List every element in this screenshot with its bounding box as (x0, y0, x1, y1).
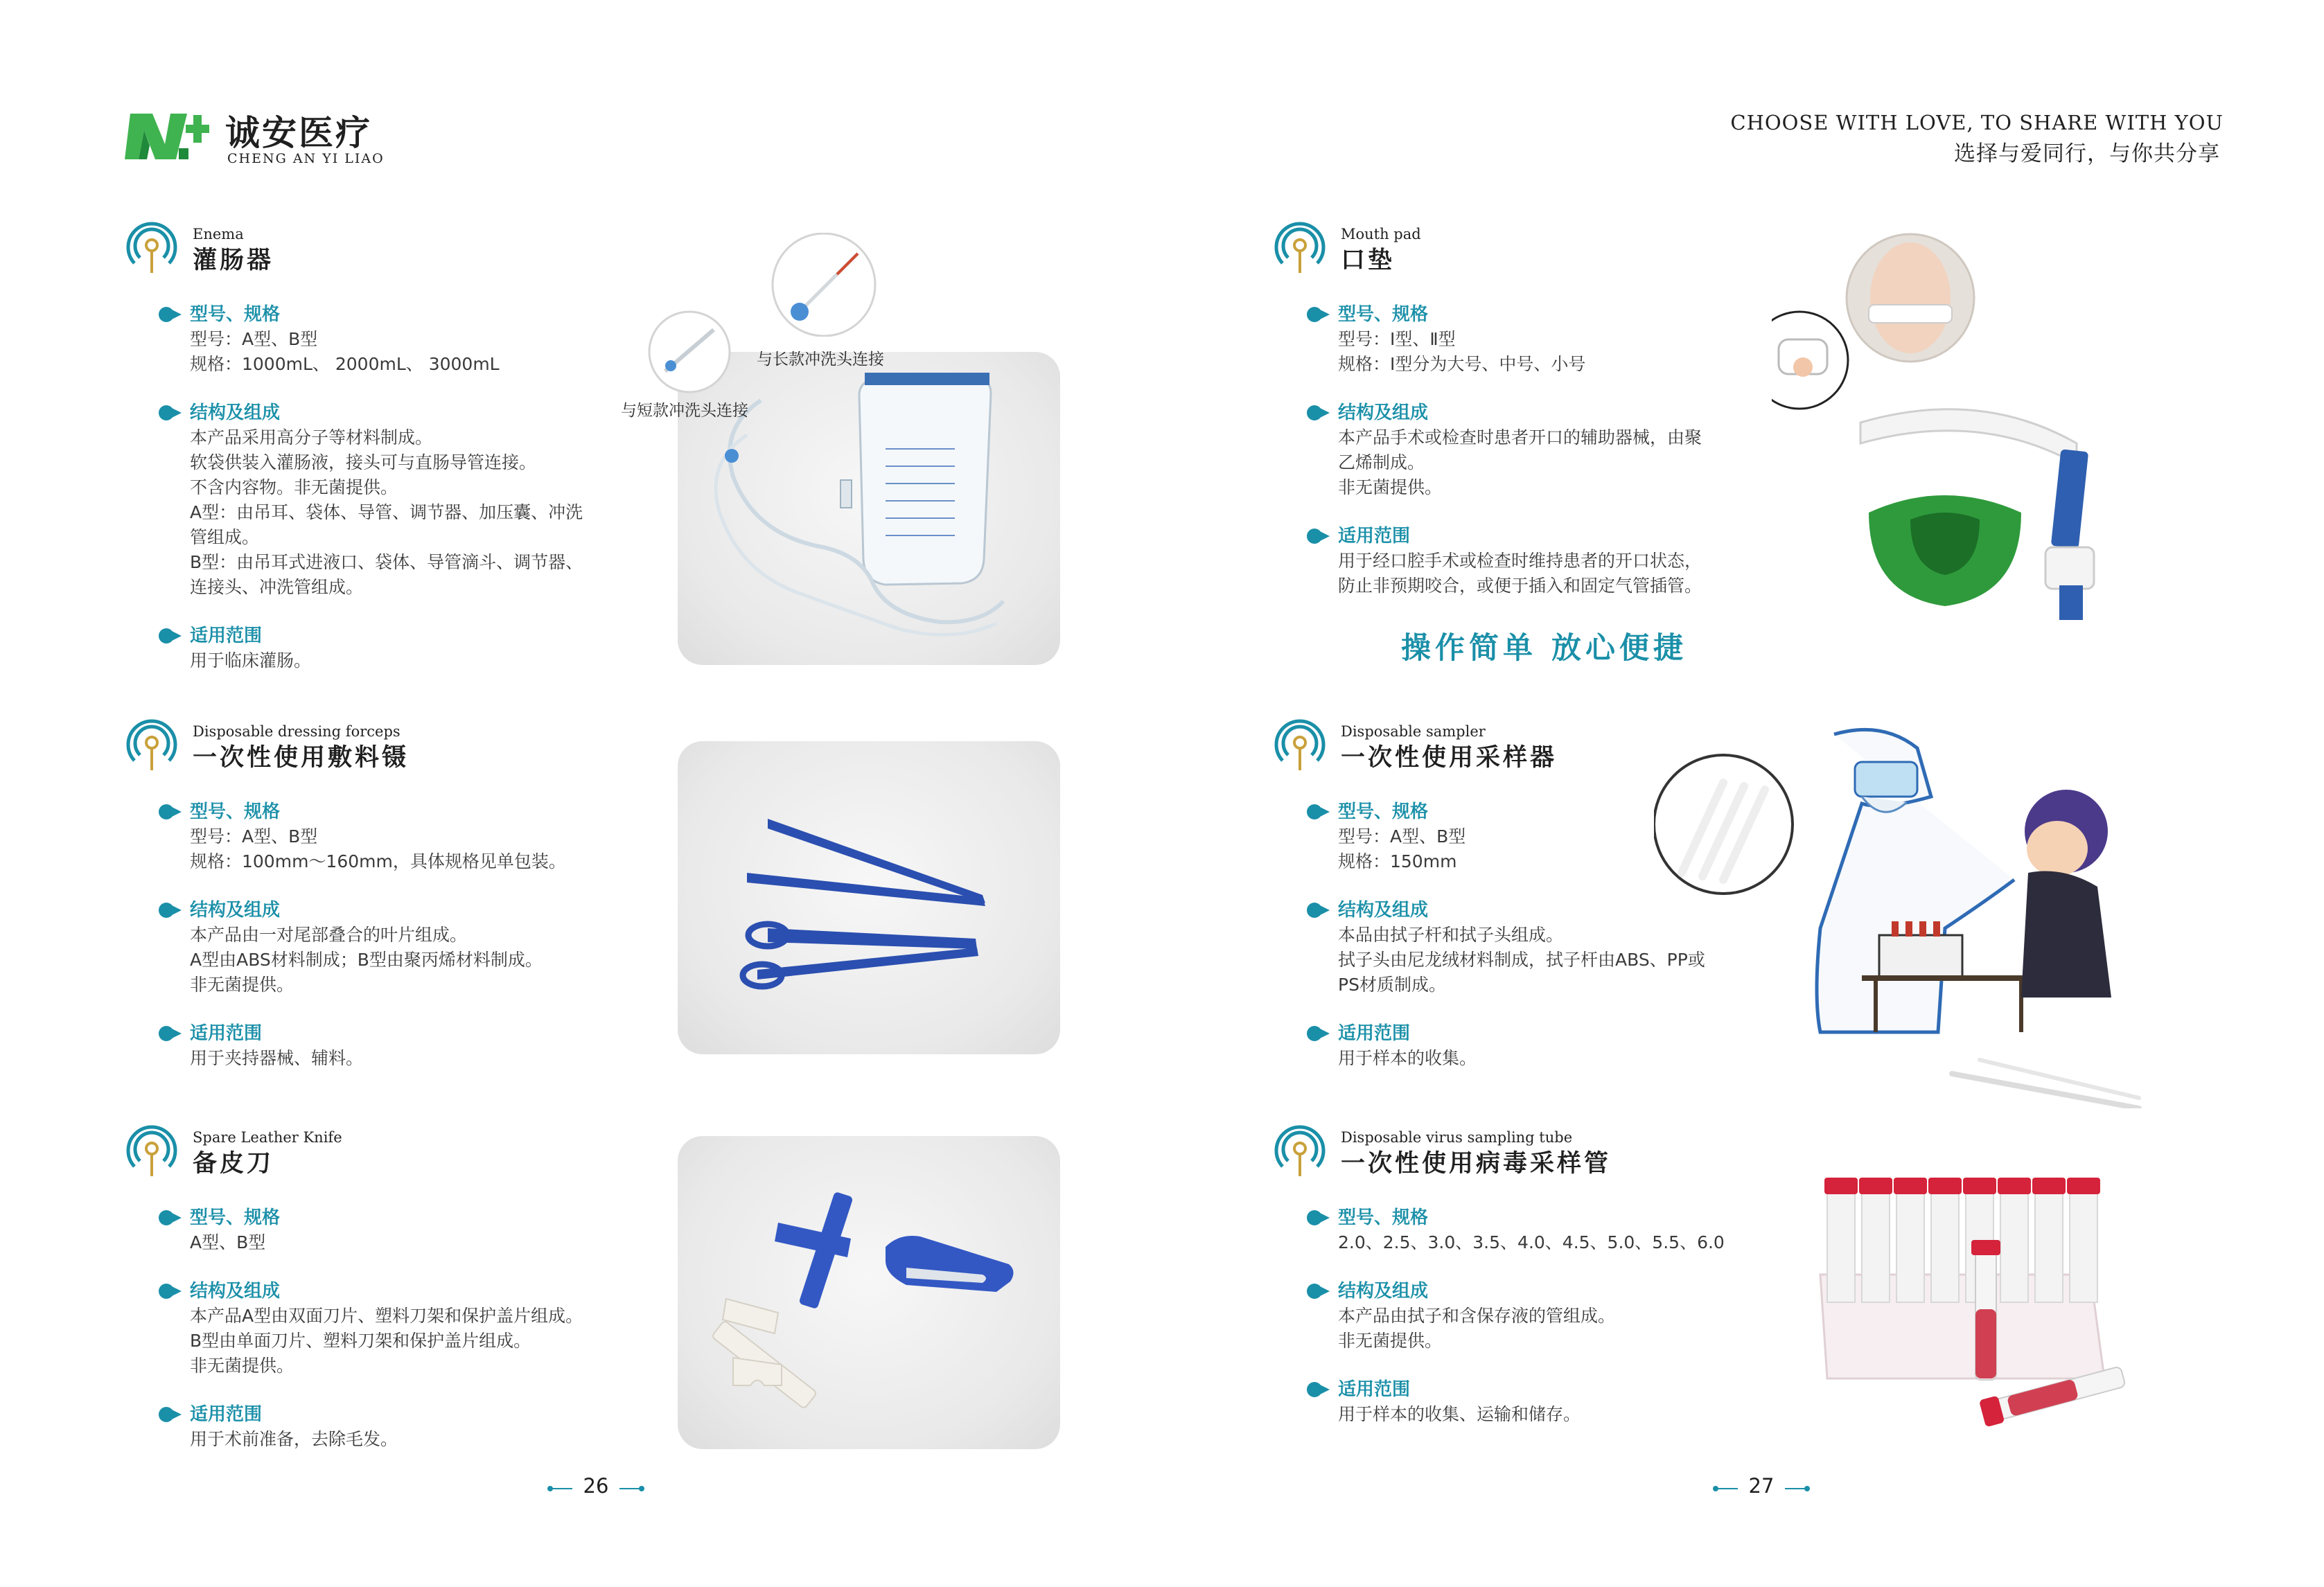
bullet-icon (158, 1406, 182, 1424)
block-line: 非无菌提供。 (1338, 477, 1443, 497)
structure-block (1306, 1279, 1791, 1354)
brand-logo (125, 104, 402, 173)
block-title: 型号、规格 (190, 304, 281, 325)
block-line: PS材质制成。 (1338, 975, 1446, 995)
spec-block (158, 302, 643, 377)
block-line: 规格：Ⅰ型分为大号、中号、小号 (1338, 354, 1586, 374)
block-line: 软袋供装入灌肠液，接头可与直肠导管连接。 (190, 452, 537, 472)
section-blocks (158, 1205, 643, 1475)
spec-block (1306, 302, 1791, 377)
block-line: 本产品由一对尾部叠合的叶片组成。 (190, 925, 468, 945)
structure-block (1306, 400, 1791, 500)
block-title: 结构及组成 (1338, 1281, 1429, 1302)
block-title: 型号、规格 (1338, 1207, 1429, 1228)
block-title: 型号、规格 (1338, 801, 1429, 822)
block-line: 规格：100mm～160mm，具体规格见单包装。 (190, 851, 566, 871)
block-line: 非无菌提供。 (190, 975, 294, 995)
bullet-icon (1306, 1381, 1330, 1399)
block-line: 用于夹持器械、辅料。 (190, 1048, 364, 1068)
page-number-ornament-icon (1713, 1486, 1738, 1491)
block-line: 连接头、冲洗管组成。 (190, 577, 364, 597)
section-title-en: Spare Leather Knife (193, 1129, 342, 1146)
block-line: 2.0、2.5、3.0、3.5、4.0、4.5、5.0、5.5、6.0 (1338, 1232, 1725, 1252)
block-line: B型由单面刀片、塑料刀架和保护盖片组成。 (190, 1331, 531, 1351)
block-line: 型号：A型、B型 (190, 329, 318, 349)
block-line: 本品由拭子杆和拭子头组成。 (1338, 925, 1564, 945)
page-number: 27 (1748, 1474, 1775, 1498)
usage-block (158, 1402, 643, 1452)
block-line: 规格：150mm (1338, 851, 1457, 871)
section-blocks (158, 799, 643, 1094)
block-line: A型：由吊耳、袋体、导管、调节器、加压囊、冲洗 (190, 502, 583, 522)
section-signal-icon (1273, 1124, 1327, 1179)
section-title-cn: 一次性使用病毒采样管 (1341, 1149, 1612, 1178)
section-title-cn: 一次性使用采样器 (1341, 743, 1558, 772)
block-line: 防止非预期咬合，或便于插入和固定气管插管。 (1338, 576, 1702, 596)
spec-block (158, 1205, 643, 1255)
block-line: 拭子头由尼龙绒材料制成，拭子杆由ABS、PP或 (1338, 950, 1705, 970)
bullet-icon (1306, 527, 1330, 545)
block-line: B型：由吊耳式进液口、袋体、导管滴斗、调节器、 (190, 552, 583, 572)
usage-block (158, 1021, 643, 1071)
block-line: 用于样本的收集。 (1338, 1048, 1477, 1068)
forceps-image-panel (678, 741, 1060, 1054)
section-blocks (1306, 302, 1791, 622)
brand-name-cn: 诚安医疗 (225, 112, 372, 153)
block-line: 规格：1000mL、 2000mL、 3000mL (190, 354, 500, 374)
bullet-icon (1306, 305, 1330, 323)
slogan-cn: 选择与爱同行，与你共分享 (1954, 141, 2220, 166)
short-tip-photo (644, 310, 734, 393)
block-title: 适用范围 (190, 626, 263, 646)
block-title: 结构及组成 (190, 1281, 281, 1302)
structure-block (158, 400, 643, 600)
page-number-ornament-icon (1785, 1486, 1810, 1491)
block-line: 用于样本的收集、运输和储存。 (1338, 1404, 1581, 1424)
block-title: 型号、规格 (1338, 304, 1429, 325)
block-line: 本产品采用高分子等材料制成。 (190, 427, 433, 447)
structure-block (158, 898, 643, 998)
bullet-icon (1306, 404, 1330, 422)
block-title: 适用范围 (1338, 1379, 1411, 1400)
bullet-icon (1306, 1025, 1330, 1043)
block-line: 用于临床灌肠。 (190, 650, 312, 671)
section-blocks (1306, 1205, 1791, 1451)
block-line: 用于经口腔手术或检查时维持患者的开口状态， (1338, 551, 1702, 571)
knife-image-panel (678, 1136, 1060, 1449)
section-title-cn: 口垫 (1341, 246, 1396, 274)
section-title-en: Enema (193, 226, 244, 242)
section-title-cn: 备皮刀 (193, 1149, 274, 1178)
callout-short-tip: 与短款冲洗头连接 (621, 402, 748, 420)
block-title: 型号、规格 (190, 801, 281, 822)
spec-block (1306, 1205, 1791, 1255)
usage-block (1306, 1377, 1791, 1427)
forceps-illustration (678, 741, 1060, 1054)
block-line: 型号：Ⅰ型、Ⅱ型 (1338, 329, 1456, 349)
usage-block (158, 623, 643, 673)
bullet-icon (1306, 1209, 1330, 1227)
structure-block (158, 1279, 643, 1378)
section-title-en: Mouth pad (1341, 226, 1421, 242)
logo-mark-icon (125, 109, 215, 162)
block-line: 管组成。 (190, 527, 260, 547)
right-page (1162, 0, 2324, 1587)
bullet-icon (1306, 803, 1330, 821)
mouth-pad-photos (1772, 229, 2125, 630)
block-title: 适用范围 (190, 1404, 263, 1425)
bullet-icon (1306, 1282, 1330, 1300)
block-line: 本产品A型由双面刀片、塑料刀架和保护盖片组成。 (190, 1306, 583, 1326)
brand-name-en: CHENG AN YI LIAO (227, 151, 385, 166)
block-title: 结构及组成 (190, 900, 281, 921)
block-title: 型号、规格 (190, 1207, 281, 1228)
section-title-en: Disposable dressing forceps (193, 723, 400, 740)
block-title: 适用范围 (190, 1023, 263, 1044)
bullet-icon (158, 305, 182, 323)
section-blocks (158, 302, 643, 697)
bullet-icon (158, 1282, 182, 1300)
sampler-illustration (1654, 720, 2153, 1108)
page-number-ornament-icon (547, 1486, 572, 1491)
callout-long-tip: 与长款冲洗头连接 (757, 351, 884, 369)
bullet-icon (158, 901, 182, 919)
page-number-ornament-icon (619, 1486, 644, 1491)
block-line: 型号：A型、B型 (190, 826, 318, 846)
section-title-en: Disposable sampler (1341, 723, 1486, 740)
bullet-icon (158, 1025, 182, 1043)
bullet-icon (158, 803, 182, 821)
block-title: 结构及组成 (190, 402, 281, 423)
block-line: 非无菌提供。 (1338, 1331, 1443, 1351)
block-line: A型、B型 (190, 1232, 266, 1252)
section-title-en: Disposable virus sampling tube (1341, 1129, 1573, 1146)
block-line: 乙烯制成。 (1338, 452, 1425, 472)
usage-block (1306, 524, 1791, 599)
block-line: 本产品由拭子和含保存液的管组成。 (1338, 1306, 1616, 1326)
bullet-icon (158, 404, 182, 422)
knife-illustration (678, 1136, 1060, 1449)
sampling-tube-photo (1813, 1171, 2139, 1427)
slogan-en: CHOOSE WITH LOVE, TO SHARE WITH YOU (1730, 111, 2224, 134)
block-title: 结构及组成 (1338, 900, 1429, 921)
page-number: 26 (583, 1474, 609, 1498)
spec-block (158, 799, 643, 874)
block-line: 本产品手术或检查时患者开口的辅助器械，由聚 (1338, 427, 1702, 447)
bullet-icon (158, 627, 182, 645)
block-line: A型由ABS材料制成；B型由聚丙烯材料制成。 (190, 950, 543, 970)
block-line: 用于术前准备，去除毛发。 (190, 1429, 398, 1449)
mid-slogan: 操作简单 放心便捷 (1401, 631, 1687, 666)
page-number-right (1713, 1474, 1810, 1502)
section-signal-icon (125, 1124, 179, 1179)
block-line: 非无菌提供。 (190, 1356, 294, 1376)
section-signal-icon (1273, 220, 1327, 276)
section-signal-icon (125, 718, 179, 773)
section-signal-icon (125, 220, 179, 276)
bullet-icon (158, 1209, 182, 1227)
block-title: 适用范围 (1338, 526, 1411, 547)
section-signal-icon (1273, 718, 1327, 773)
block-title: 结构及组成 (1338, 402, 1429, 423)
section-title-cn: 灌肠器 (193, 246, 274, 274)
block-title: 适用范围 (1338, 1023, 1411, 1044)
bullet-icon (1306, 901, 1330, 919)
long-tip-photo (768, 233, 880, 337)
block-line: 不含内容物。非无菌提供。 (190, 477, 398, 497)
block-line: 型号：A型、B型 (1338, 826, 1466, 846)
section-title-cn: 一次性使用敷料镊 (193, 743, 410, 772)
page-number-left (547, 1474, 644, 1502)
